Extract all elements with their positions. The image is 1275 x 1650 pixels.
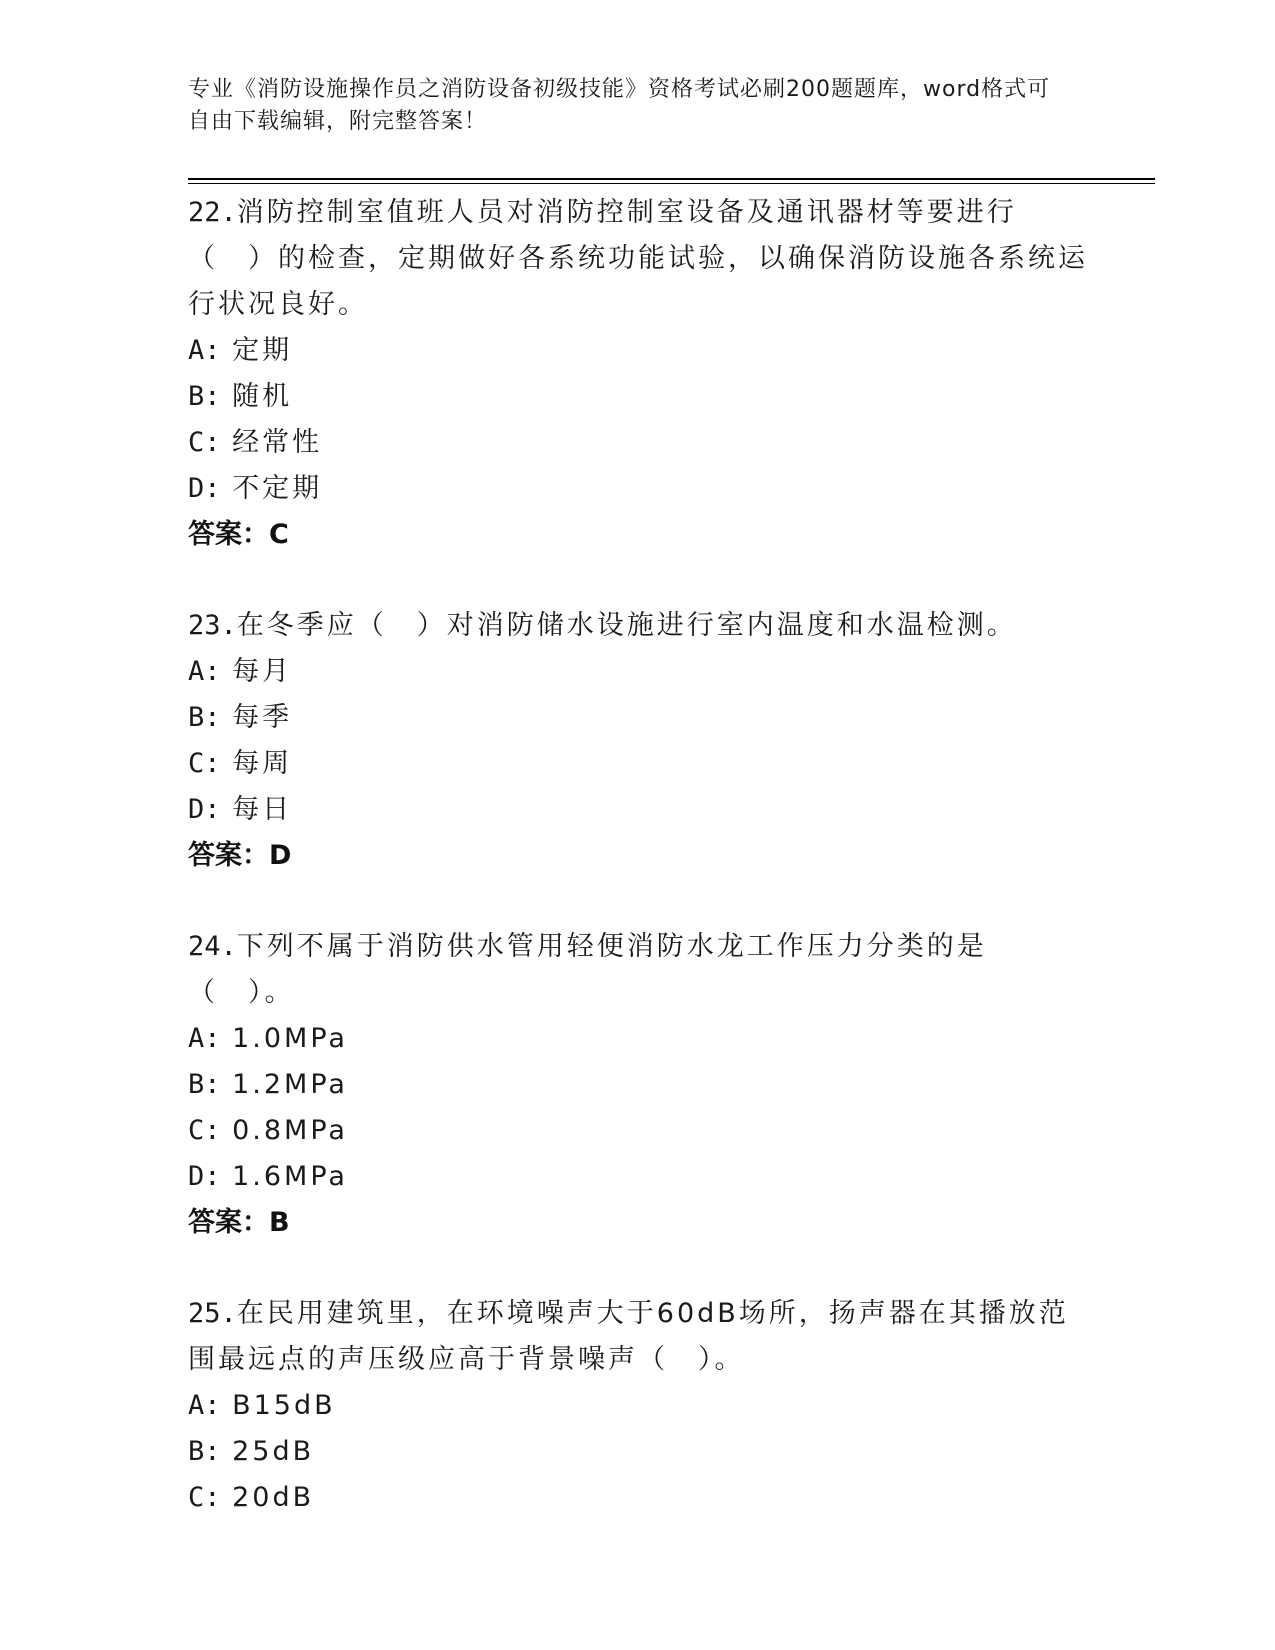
option-b — [188, 1429, 1088, 1475]
answer-line: 答案：C — [188, 519, 289, 550]
option-letter: C: — [188, 1115, 221, 1146]
option-c — [188, 420, 1088, 466]
option-letter: D: — [188, 1161, 221, 1192]
option-text: 每月 — [232, 656, 293, 687]
spacer — [188, 558, 1088, 603]
option-text: 1.0MPa — [232, 1023, 348, 1054]
option-text: 0.8MPa — [232, 1115, 348, 1146]
option-text: 不定期 — [232, 473, 323, 504]
option-letter: C: — [188, 427, 221, 458]
option-text: 定期 — [232, 335, 293, 366]
option-text: B15dB — [232, 1390, 336, 1421]
option-letter: D: — [188, 473, 221, 504]
option-c — [188, 1475, 1088, 1521]
question-stem: 消防控制室值班人员对消防控制室设备及通讯器材等要进行（ ）的检查，定期做好各系统功能试验，以确保消防设施各系统运行状况良好。 — [188, 197, 1088, 320]
question-list — [188, 190, 1088, 1521]
option-a — [188, 649, 1088, 695]
option-b — [188, 374, 1088, 420]
question-stem: 在民用建筑里，在环境噪声大于60dB场所，扬声器在其播放范围最远点的声压级应高于背景噪声（ ）。 — [188, 1298, 1069, 1375]
option-a — [188, 1383, 1088, 1429]
question-text — [188, 190, 1088, 328]
question-number: 22. — [188, 197, 237, 228]
header-divider-thick — [188, 178, 1155, 180]
option-letter: B: — [188, 1436, 221, 1467]
option-text: 1.6MPa — [232, 1161, 348, 1192]
option-letter: B: — [188, 381, 221, 412]
question-text — [188, 924, 1088, 1016]
option-letter: A: — [188, 1023, 221, 1054]
option-letter: A: — [188, 1390, 221, 1421]
answer-line: 答案：B — [188, 1207, 290, 1238]
question-number: 25. — [188, 1298, 237, 1329]
option-text: 25dB — [232, 1436, 315, 1467]
option-letter: A: — [188, 335, 221, 366]
option-text: 每季 — [232, 702, 293, 733]
option-letter: D: — [188, 794, 221, 825]
option-text: 1.2MPa — [232, 1069, 348, 1100]
question-stem: 在冬季应（ ）对消防储水设施进行室内温度和水温检测。 — [236, 610, 1017, 641]
option-text: 每日 — [232, 794, 293, 825]
question-22 — [188, 190, 1088, 558]
option-letter: C: — [188, 1482, 221, 1513]
option-a — [188, 1016, 1088, 1062]
option-letter: A: — [188, 656, 221, 687]
option-text: 随机 — [232, 381, 293, 412]
option-letter: C: — [188, 748, 221, 779]
question-number: 24. — [188, 931, 237, 962]
option-b — [188, 1062, 1088, 1108]
question-24 — [188, 924, 1088, 1246]
answer-line: 答案：D — [188, 840, 292, 871]
option-text: 经常性 — [232, 427, 323, 458]
document-header: 专业《消防设施操作员之消防设备初级技能》资格考试必刷200题题库，word格式可自由下载编辑，附完整答案！ — [188, 77, 1051, 134]
option-b — [188, 695, 1088, 741]
question-23 — [188, 603, 1088, 879]
spacer — [188, 1246, 1088, 1291]
option-d — [188, 787, 1088, 833]
spacer — [188, 879, 1088, 924]
option-d — [188, 466, 1088, 512]
option-letter: B: — [188, 702, 221, 733]
option-text: 每周 — [232, 748, 293, 779]
question-text — [188, 1291, 1088, 1383]
option-a — [188, 328, 1088, 374]
question-text — [188, 603, 1088, 649]
question-25 — [188, 1291, 1088, 1521]
header-divider-thin — [188, 183, 1155, 184]
option-letter: B: — [188, 1069, 221, 1100]
option-c — [188, 1108, 1088, 1154]
option-text: 20dB — [232, 1482, 315, 1513]
option-d — [188, 1154, 1088, 1200]
question-number: 23. — [188, 610, 237, 641]
option-c — [188, 741, 1088, 787]
question-stem: 下列不属于消防供水管用轻便消防水龙工作压力分类的是（ ）。 — [188, 931, 987, 1008]
